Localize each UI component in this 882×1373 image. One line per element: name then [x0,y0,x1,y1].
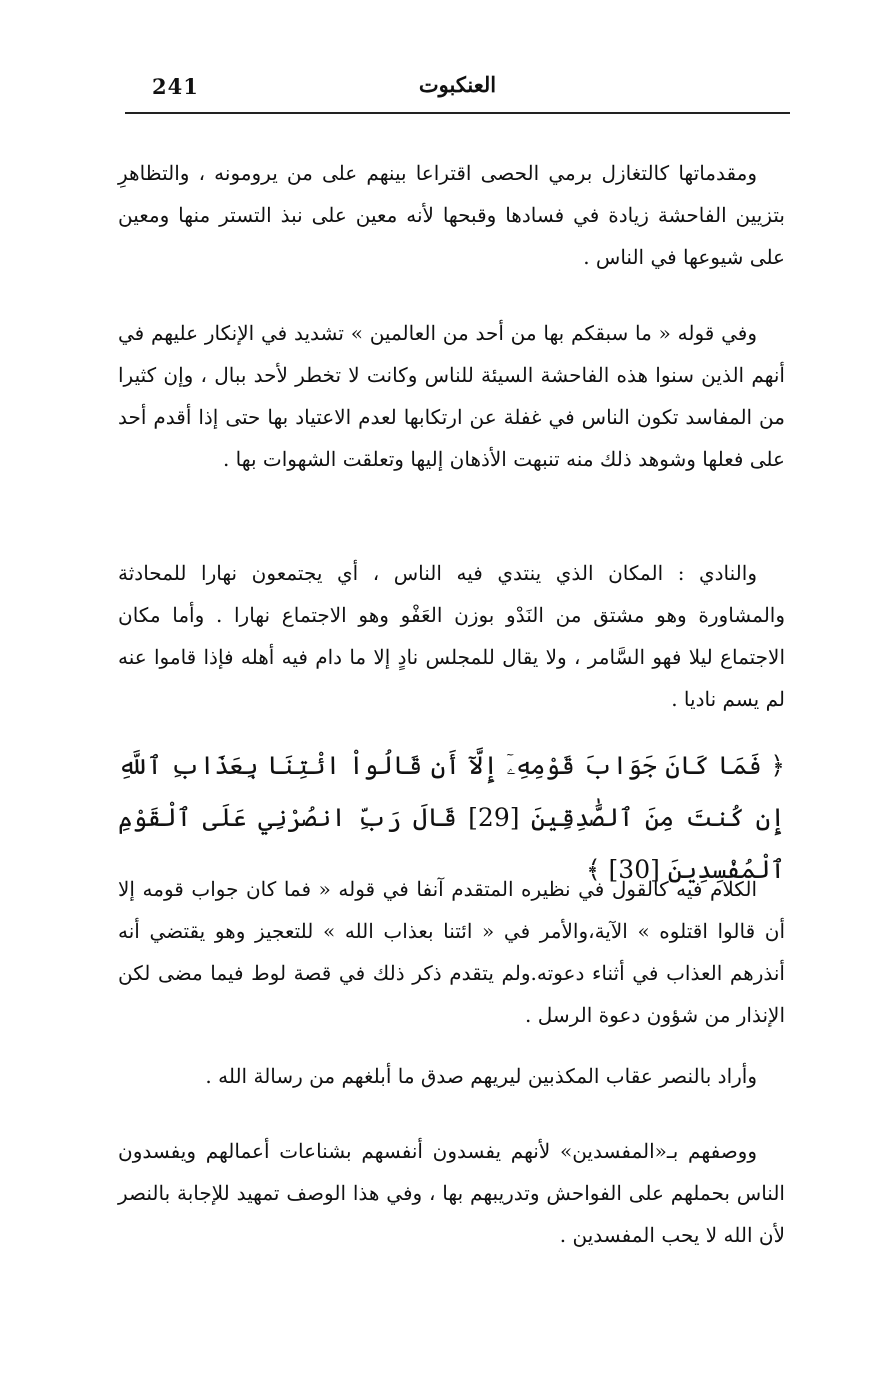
commentary-paragraph: وأراد بالنصر عقاب المكذبين ليريهم صدق ما أبلغهم من رسالة الله . [205,1064,757,1088]
paragraph: والنادي : المكان الذي ينتدي فيه الناس ، أي يجتمعون نهارا للمحادثة والمشاورة وهو مشتق من النَدْو بوزن العَفْو وهو الاجتماع نهارا . وأما مكان الاجتماع ليلا فهو السَّامر ، ولا يقال للمجلس نادٍ إلا ما دام فيه أهله فإذا قاموا عنه لم يسم ناديا . [118,561,785,711]
paragraph: وفي قوله « ما سبقكم بها من أحد من العالمين » تشديد في الإنكار عليهم في أنهم الذين سنوا هذه الفاحشة السيئة للناس وكانت لا تخطر لأحد ببال ، وإن كثيرا من المفاسد تكون الناس في غفلة عن ارتكابها لعدم الاعتياد بها حتى إذا أقدم أحد على فعلها وشوهد ذلك منه تنبهت الأذهان إليها وتعلقت الشهوات بها . [118,321,785,471]
page-number: 241 [152,74,199,99]
paragraph: ومقدماتها كالتغازل برمي الحصى اقتراعا بينهم على من يرومونه ، والتظاهرِ بتزيين الفاحشة زيادة في فسادها وقبحها لأنه معين على نبذ التستر منها ومعين على شيوعها في الناس . [118,161,785,269]
page-header [125,60,790,114]
running-title: العنكبوت [418,72,497,97]
commentary-paragraph: ووصفهم بـ«المفسدين» لأنهم يفسدون أنفسهم بشناعات أعمالهم ويفسدون الناس بحملهم على الفواحش وتدريبهم بها ، وفي هذا الوصف تمهيد للإجابة بالنصر لأن الله لا يحب المفسدين . [118,1139,785,1247]
commentary-paragraph: الكلام فيه كالقول في نظيره المتقدم آنفا في قوله « فما كان جواب قومه إلا أن قالوا اقتلوه » الآية،والأمر في « ائتنا بعذاب الله » للتعجيز وهو يقتضي أنه أنذرهم العذاب في أثناء دعوته.ولم يتقدم ذكر ذلك في قصة لوط فيما مضى لكن الإنذار من شؤون دعوة الرسل . [118,877,785,1027]
quran-verse: ﴿ فَمَا كَانَ جَوَابَ قَوْمِهِۦٓ إِلَّآ أَن قَالُواْ ائْتِنَا بِعَذَابِ ٱللَّهِ إِن كُنتَ مِنَ ٱلصَّٰدِقِينَ [29] قَالَ رَبِّ انصُرْنِي عَلَى ٱلْقَوْمِ ٱلْمُفْسِدِينَ [30] ﴾ [118,751,785,884]
